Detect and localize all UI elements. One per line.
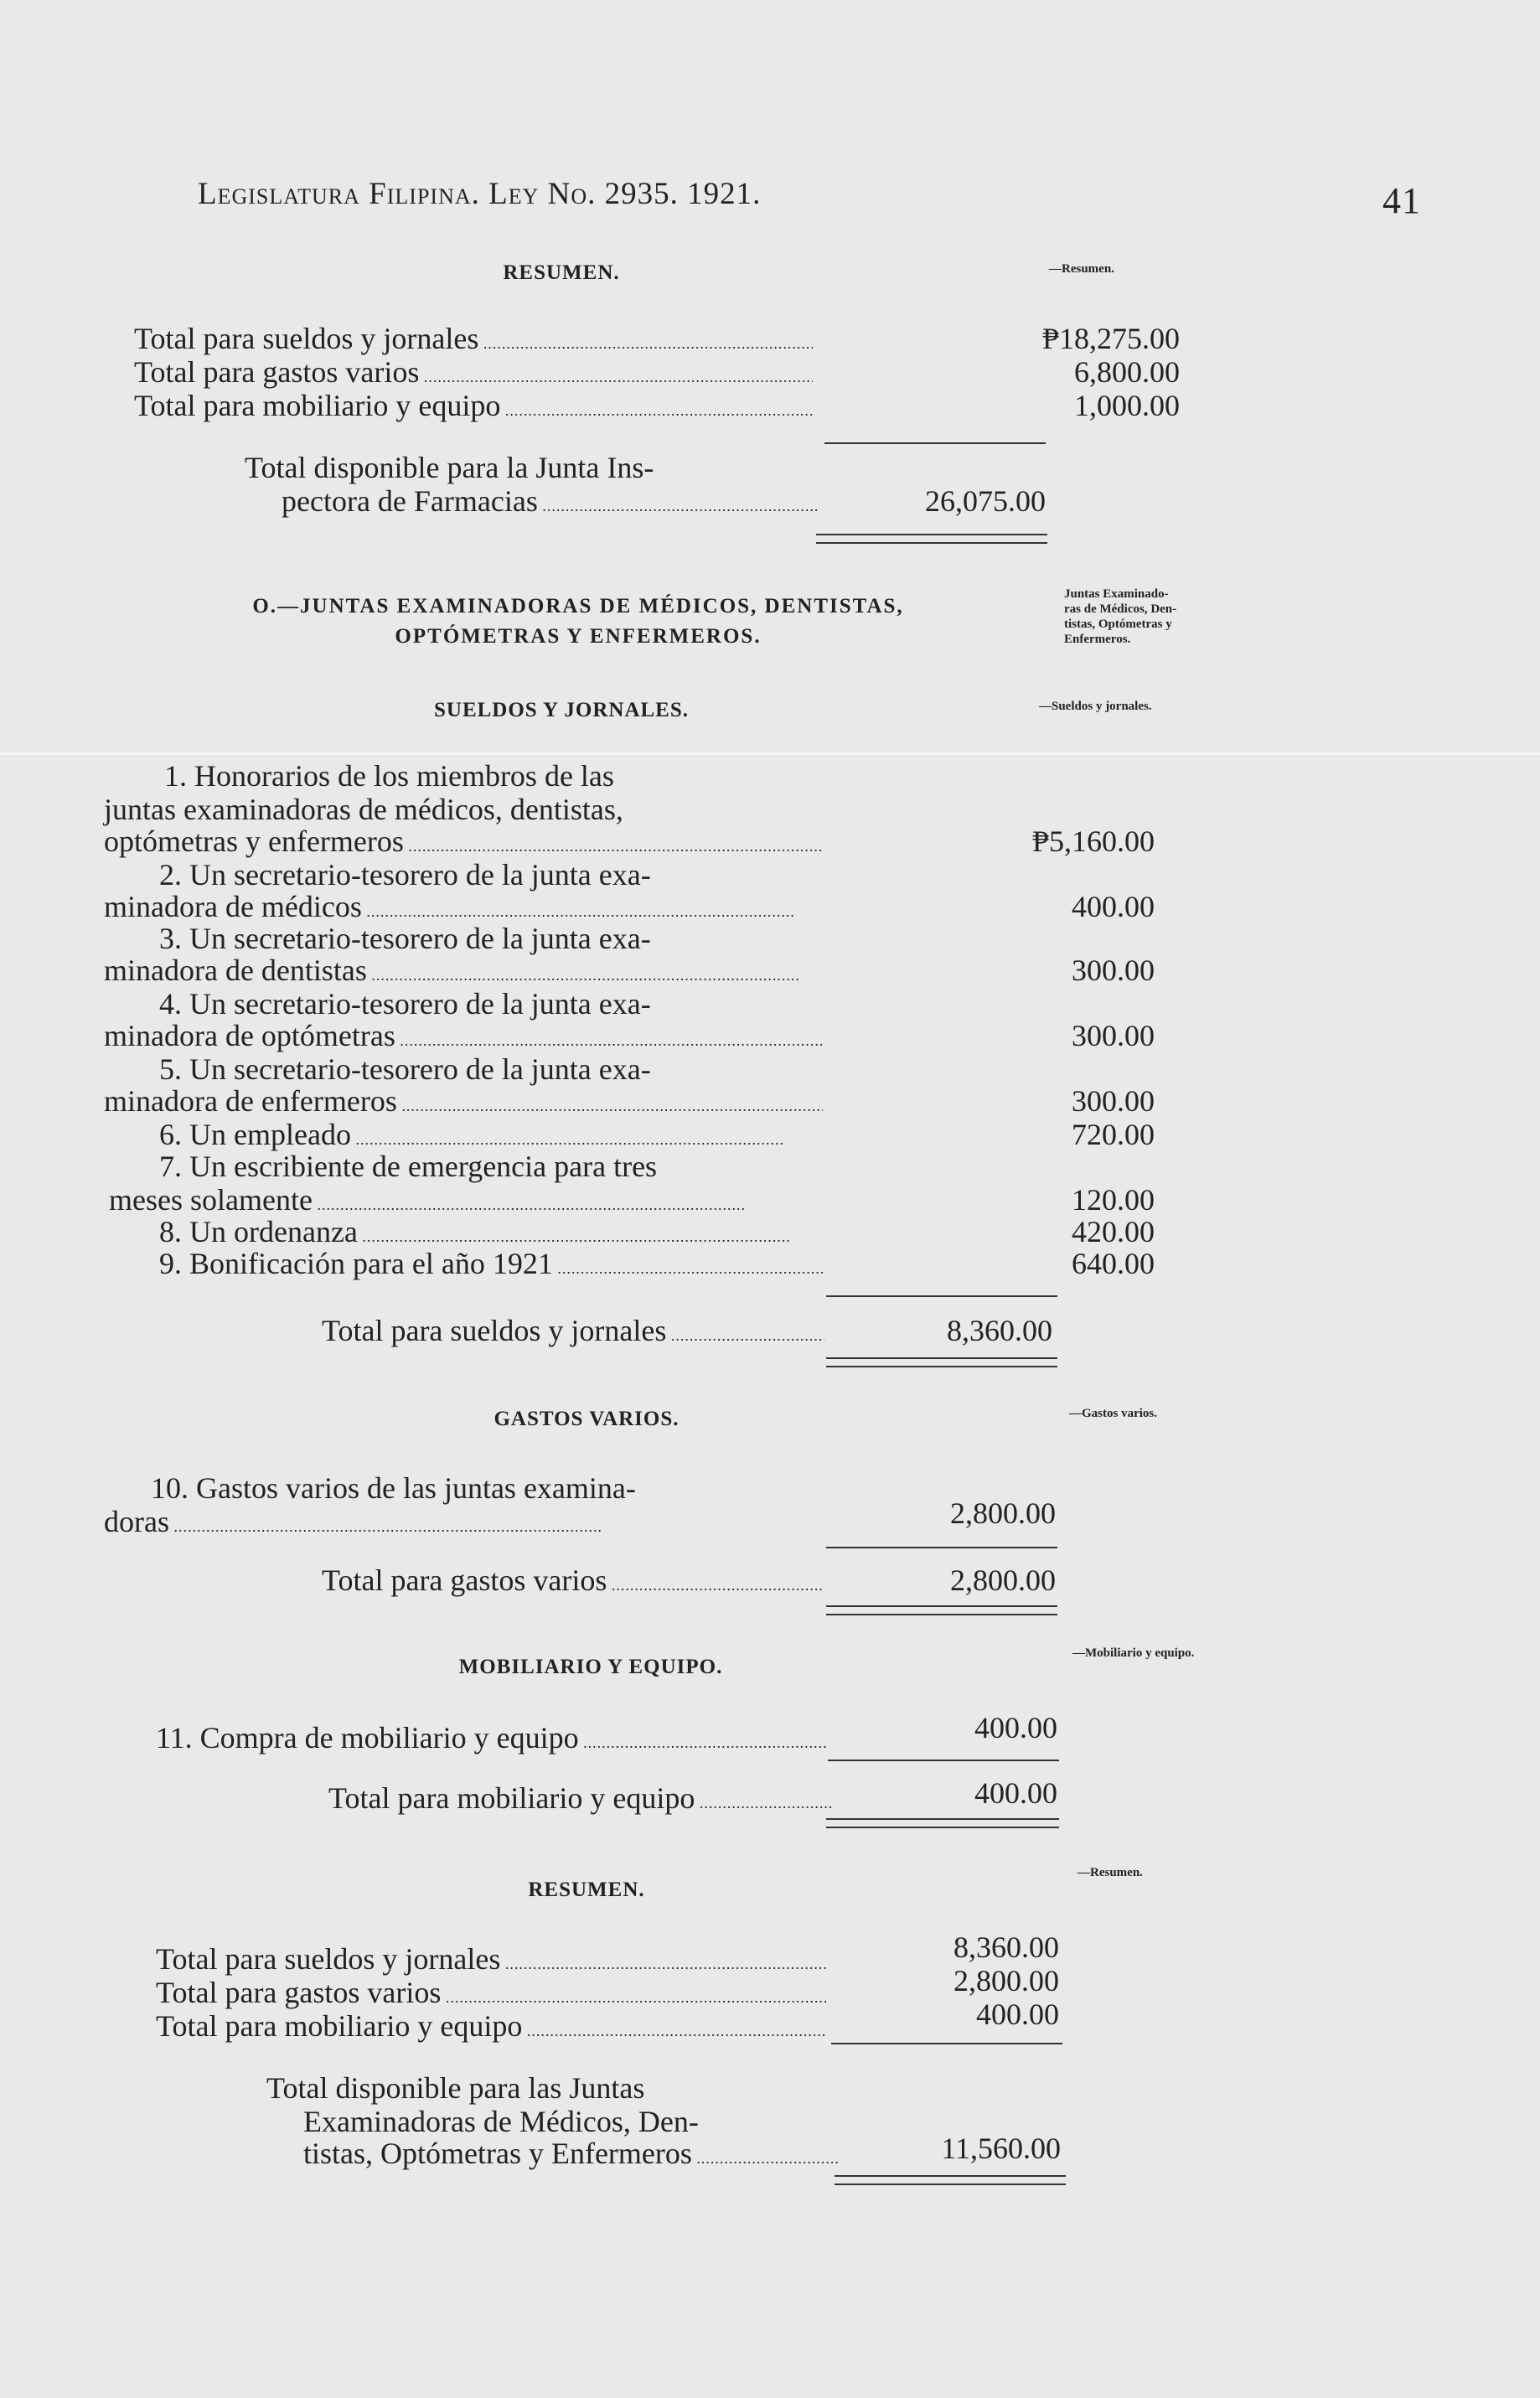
item-value: 300.00 [1072, 954, 1155, 987]
item-value: 400.00 [1072, 890, 1155, 923]
section-o-heading-line-1: O.—JUNTAS EXAMINADORAS DE MÉDICOS, DENTISTAS, [252, 595, 904, 618]
item-line: minadora de médicos [104, 890, 362, 923]
rule [831, 2043, 1062, 2044]
item-value: 300.00 [1072, 1084, 1155, 1118]
running-head [198, 176, 1421, 221]
total-label: Total disponible para las Juntas [266, 2071, 645, 2105]
item-line: 10. Gastos varios de las juntas examina- [151, 1471, 636, 1505]
row-label: Total para gastos varios [134, 355, 420, 389]
double-rule [816, 534, 1047, 544]
item-line: 4. Un secretario-tesorero de la junta exa- [159, 987, 651, 1021]
total-value: 8,360.00 [947, 1314, 1052, 1347]
item-line: 7. Un escribiente de emergencia para tres [159, 1150, 658, 1183]
item-line: 8. Un ordenanza [159, 1215, 358, 1248]
row-value: 8,360.00 [953, 1930, 1059, 1964]
item-value: 640.00 [1072, 1247, 1155, 1280]
row-label: Total para mobiliario y equipo [156, 2009, 523, 2043]
item-line: 1. Honorarios de los miembros de las [164, 759, 614, 793]
item-value: ₱5,160.00 [1031, 824, 1155, 858]
row-value: 6,800.00 [1074, 355, 1180, 389]
double-rule [826, 1818, 1059, 1828]
row-value: ₱18,275.00 [1041, 322, 1180, 355]
total-value: 26,075.00 [925, 484, 1046, 518]
resumen-bottom-title: RESUMEN. [528, 1879, 645, 1901]
sueldos-title: SUELDOS Y JORNALES. [433, 699, 690, 721]
total-label: Total para sueldos y jornales [322, 1314, 667, 1347]
double-rule [835, 2175, 1066, 2185]
item-value: 120.00 [1072, 1183, 1155, 1217]
running-head-text: Legislatura Filipina. Ley No. 2935. 1921. [198, 177, 762, 211]
item-line: meses solamente [109, 1183, 313, 1217]
total-label: pectora de Farmacias [282, 484, 538, 518]
total-value: 400.00 [974, 1776, 1057, 1810]
rule [828, 1760, 1059, 1761]
item-value: 400.00 [974, 1711, 1057, 1744]
item-line: optómetras y enfermeros [104, 824, 404, 858]
row-value: 2,800.00 [953, 1964, 1059, 1997]
item-line: 5. Un secretario-tesorero de la junta exa- [159, 1052, 651, 1086]
total-label: Examinadoras de Médicos, Den- [303, 2105, 699, 2138]
row-label: Total para sueldos y jornales [156, 1942, 501, 1976]
item-line: minadora de enfermeros [104, 1084, 397, 1118]
sueldos-margin-note: —Sueldos y jornales. [1039, 700, 1152, 713]
row-value: 400.00 [976, 1997, 1059, 2031]
total-value: 11,560.00 [941, 2132, 1061, 2165]
item-line: 11. Compra de mobiliario y equipo [156, 1721, 579, 1755]
section-o-margin-note [1064, 587, 1299, 647]
item-line: minadora de optómetras [104, 1019, 395, 1052]
item-line: 6. Un empleado [159, 1118, 351, 1151]
margin-note-line: tistas, Optómetras y [1064, 618, 1172, 631]
resumen-top-title: RESUMEN. [503, 261, 620, 284]
gastos-title: GASTOS VARIOS. [494, 1408, 680, 1430]
resumen-bottom-margin-note: —Resumen. [1077, 1866, 1143, 1879]
row-label: Total para sueldos y jornales [134, 322, 479, 355]
item-value: 420.00 [1072, 1215, 1155, 1248]
item-line: 2. Un secretario-tesorero de la junta exa- [159, 858, 651, 891]
item-line: 3. Un secretario-tesorero de la junta exa- [159, 922, 651, 955]
total-value: 2,800.00 [950, 1563, 1056, 1597]
rule [826, 1295, 1057, 1297]
resumen-top-margin-note: —Resumen. [1049, 262, 1114, 276]
rule [826, 1547, 1057, 1548]
margin-note-line: Enfermeros. [1064, 633, 1131, 646]
item-line: doras [104, 1505, 169, 1538]
double-rule [826, 1357, 1057, 1367]
gastos-margin-note: —Gastos varios. [1069, 1407, 1157, 1420]
total-label: tistas, Optómetras y Enfermeros [303, 2137, 692, 2170]
scan-seam [0, 752, 1540, 755]
margin-note-line: Juntas Examinado- [1064, 587, 1169, 601]
total-label: Total para mobiliario y equipo [328, 1781, 695, 1815]
margin-note-line: ras de Médicos, Den- [1064, 602, 1177, 616]
page-number: 41 [1382, 180, 1421, 221]
row-value: 1,000.00 [1074, 389, 1180, 422]
row-label: Total para gastos varios [156, 1976, 442, 2009]
item-line: minadora de dentistas [104, 954, 367, 987]
rule [824, 442, 1046, 444]
row-label: Total para mobiliario y equipo [134, 389, 501, 422]
total-label: Total disponible para la Junta Ins- [245, 451, 654, 484]
mobiliario-margin-note: —Mobiliario y equipo. [1072, 1646, 1195, 1660]
double-rule [826, 1605, 1057, 1615]
item-line: juntas examinadoras de médicos, dentistas, [104, 793, 623, 826]
item-line: 9. Bonificación para el año 1921 [159, 1247, 553, 1280]
item-value: 300.00 [1072, 1019, 1155, 1052]
item-value: 720.00 [1072, 1118, 1155, 1151]
mobiliario-title: MOBILIARIO Y EQUIPO. [458, 1656, 723, 1678]
section-o-heading [134, 592, 1022, 652]
total-label: Total para gastos varios [322, 1563, 607, 1597]
item-value: 2,800.00 [950, 1496, 1056, 1530]
section-o-heading-line-2: OPTÓMETRAS Y ENFERMEROS. [395, 625, 762, 648]
